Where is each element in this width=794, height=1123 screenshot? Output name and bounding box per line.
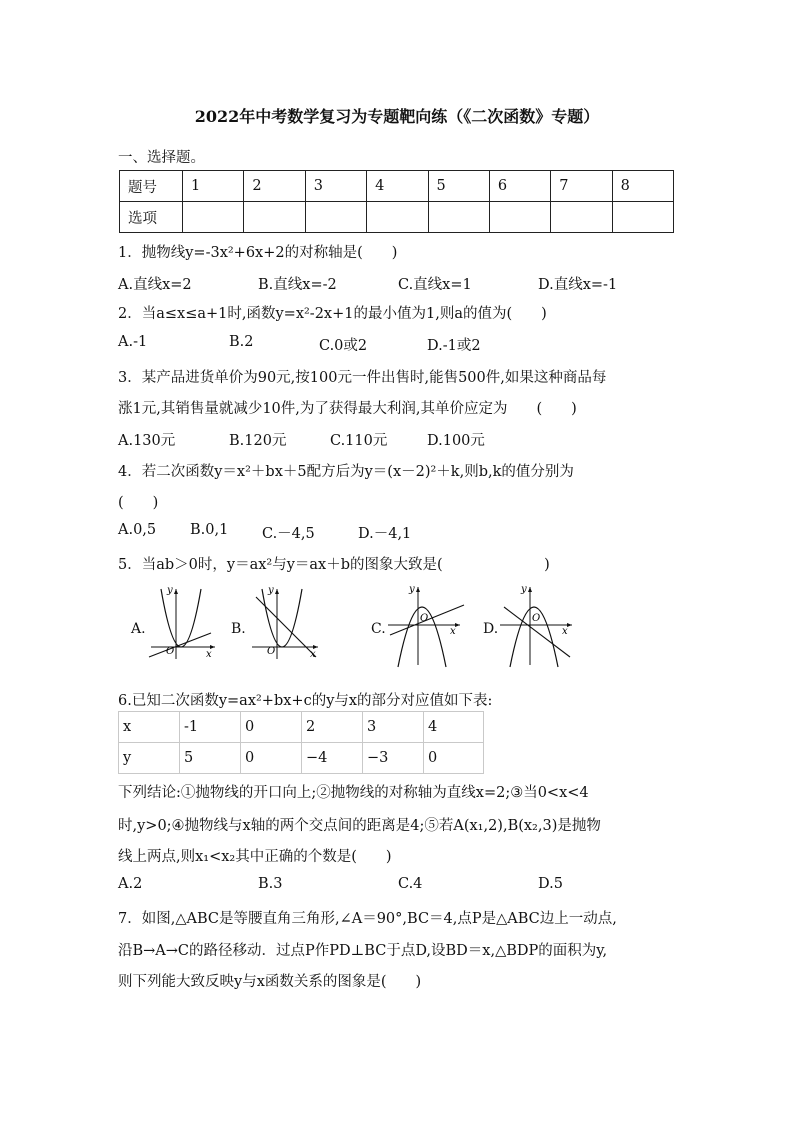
- axis-y-label: y: [167, 585, 173, 596]
- q6-value-table: [118, 711, 484, 774]
- answer-table-option-label: 选项: [120, 202, 183, 233]
- q1-option-d: D.直线x=-1: [538, 277, 618, 293]
- origin-label: O: [267, 646, 276, 657]
- answer-cell[interactable]: [612, 202, 673, 233]
- q6-option-c: C.4: [398, 876, 423, 892]
- axis-x-label: x: [450, 626, 456, 637]
- q5-graph-label-b: B.: [231, 621, 246, 637]
- answer-cell[interactable]: [428, 202, 489, 233]
- answer-table: [119, 170, 674, 233]
- q1-option-a: A.直线x=2: [118, 277, 192, 293]
- q3-option-c: C.110元: [330, 433, 388, 449]
- q4-option-c: C.－4,5: [262, 526, 315, 542]
- origin-label: O: [420, 613, 429, 624]
- q2-option-d: D.-1或2: [427, 338, 481, 354]
- answer-cell[interactable]: [244, 202, 305, 233]
- q6-option-a: A.2: [118, 876, 143, 892]
- q5-graph-label-d: D.: [483, 621, 499, 637]
- axis-y-label: y: [409, 584, 415, 595]
- q6-conclusion-line3: 线上两点,则x₁<x₂其中正确的个数是( ): [118, 849, 392, 865]
- axis-x-label: x: [310, 649, 316, 660]
- q6-table-cell: −4: [302, 743, 363, 774]
- q4-option-b: B.0,1: [190, 522, 229, 538]
- q4-stem-line1: 4．若二次函数y＝x²＋bx＋5配方后为y＝(x－2)²＋k,则b,k的值分别为: [118, 464, 574, 480]
- answer-cell[interactable]: [489, 202, 550, 233]
- q3-option-a: A.130元: [118, 433, 176, 449]
- q2-option-b: B.2: [229, 334, 254, 350]
- q4-option-d: D.－4,1: [358, 526, 412, 542]
- q6-table-cell: 2: [302, 712, 363, 743]
- answer-cell[interactable]: [551, 202, 612, 233]
- q2-option-c: C.0或2: [319, 338, 368, 354]
- q7-stem-line1: 7．如图,△ABC是等腰直角三角形,∠A＝90°,BC＝4,点P是△ABC边上一动点,: [118, 911, 617, 927]
- q4-option-a: A.0,5: [118, 522, 157, 538]
- q6-stem: 6.已知二次函数y=ax²+bx+c的y与x的部分对应值如下表:: [118, 693, 493, 709]
- answer-cell[interactable]: [367, 202, 428, 233]
- q6-table-cell: y: [119, 743, 180, 774]
- section-heading: 一、选择题。: [118, 150, 205, 166]
- q6-table-cell: 3: [363, 712, 424, 743]
- answer-table-number: 2: [244, 171, 305, 202]
- q6-conclusion-line1: 下列结论:①抛物线的开口向上;②抛物线的对称轴为直线x=2;③当0<x<4: [118, 785, 589, 801]
- axis-x-label: x: [562, 626, 568, 637]
- q6-option-b: B.3: [258, 876, 283, 892]
- answer-cell[interactable]: [183, 202, 244, 233]
- q5-graph-a: [143, 585, 221, 665]
- page-title: 2022年中考数学复习为专题靶向练（《二次函数》专题）: [194, 107, 600, 126]
- q3-option-b: B.120元: [229, 433, 287, 449]
- q1-stem: 1．抛物线y=-3x²+6x+2的对称轴是( ): [118, 245, 398, 261]
- answer-table-number: 4: [367, 171, 428, 202]
- answer-table-number: 7: [551, 171, 612, 202]
- q3-stem-line1: 3．某产品进货单价为90元,按100元一件出售时,能售500件,如果这种商品每: [118, 370, 607, 386]
- q7-stem-line3: 则下列能大致反映y与x函数关系的图象是( ): [118, 974, 422, 990]
- q3-option-d: D.100元: [427, 433, 485, 449]
- q5-graph-label-c: C.: [371, 621, 386, 637]
- q2-option-a: A.-1: [118, 334, 148, 350]
- answer-table-number: 1: [183, 171, 244, 202]
- origin-label: O: [166, 646, 175, 657]
- q1-option-b: B.直线x=-2: [258, 277, 337, 293]
- q6-table-cell: −3: [363, 743, 424, 774]
- q6-table-cell: 5: [180, 743, 241, 774]
- q2-stem: 2．当a≤x≤a+1时,函数y=x²-2x+1的最小值为1,则a的值为( ): [118, 306, 547, 322]
- q6-table-cell: 0: [424, 743, 484, 774]
- answer-cell[interactable]: [305, 202, 366, 233]
- axis-y-label: y: [268, 585, 274, 596]
- q5-stem: 5．当ab＞0时，y＝ax²与y＝ax＋b的图象大致是( ): [118, 557, 550, 573]
- q5-graph-label-a: A.: [131, 621, 146, 637]
- q1-option-c: C.直线x=1: [398, 277, 472, 293]
- q4-stem-line2: ( ): [118, 495, 159, 511]
- q3-stem-line2: 涨1元,其销售量就减少10件,为了获得最大利润,其单价应定为 ( ): [118, 401, 577, 417]
- origin-label: O: [532, 613, 541, 624]
- q6-table-cell: -1: [180, 712, 241, 743]
- q5-graph-b: [244, 585, 324, 665]
- axis-x-label: x: [206, 649, 212, 660]
- q6-table-cell: x: [119, 712, 180, 743]
- answer-table-number: 5: [428, 171, 489, 202]
- answer-table-number: 8: [612, 171, 673, 202]
- answer-table-number: 6: [489, 171, 550, 202]
- q5-graph-c: [384, 583, 468, 669]
- q7-stem-line2: 沿B→A→C的路径移动．过点P作PD⊥BC于点D,设BD＝x,△BDP的面积为y,: [118, 943, 608, 959]
- q6-conclusion-line2: 时,y>0;④抛物线与x轴的两个交点间的距离是4;⑤若A(x₁,2),B(x₂,3)是抛物: [118, 818, 601, 834]
- axis-y-label: y: [521, 584, 527, 595]
- q6-table-cell: 0: [241, 743, 302, 774]
- answer-table-header-label: 题号: [120, 171, 183, 202]
- q6-table-cell: 4: [424, 712, 484, 743]
- q6-option-d: D.5: [538, 876, 563, 892]
- q6-table-cell: 0: [241, 712, 302, 743]
- answer-table-number: 3: [305, 171, 366, 202]
- q5-graph-d: [496, 583, 580, 669]
